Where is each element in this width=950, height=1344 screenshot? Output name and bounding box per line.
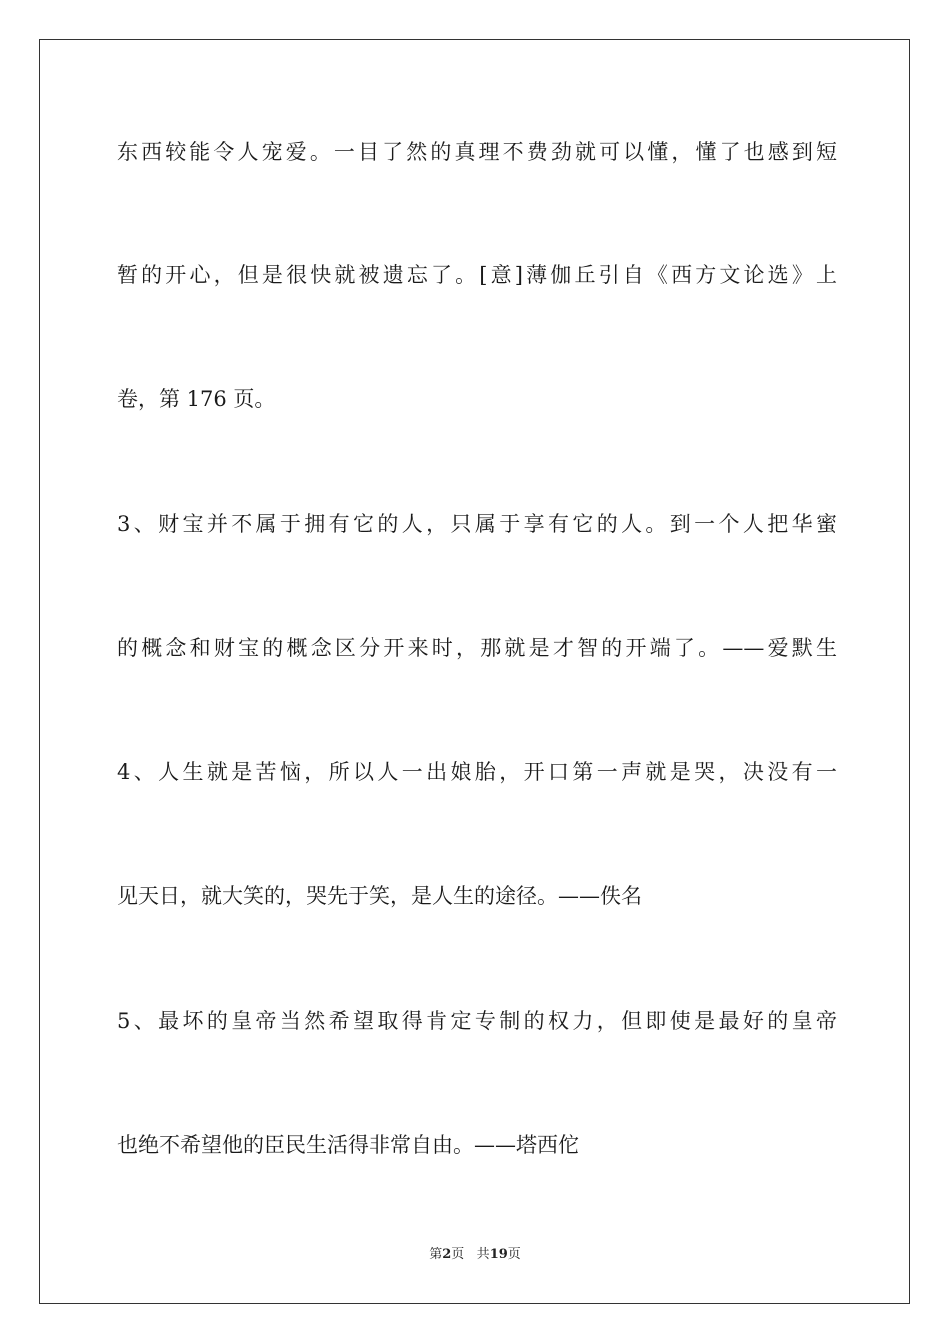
body-line-3: 卷，第 176 页。 <box>117 387 276 411</box>
body-line-6: 4、人生就是苦恼，所以人一出娘胎，开口第一声就是哭，决没有一 <box>117 760 837 784</box>
body-line-7: 见天日，就大笑的，哭先于笑，是人生的途径。——佚名 <box>117 884 642 908</box>
footer-total-pages: 19 <box>489 1247 508 1262</box>
body-line-4: 3、财宝并不属于拥有它的人，只属于享有它的人。到一个人把华蜜 <box>117 512 837 536</box>
body-line-5: 的概念和财宝的概念区分开来时，那就是才智的开端了。——爱默生 <box>117 636 837 660</box>
body-line-9: 也绝不希望他的臣民生活得非常自由。——塔西佗 <box>117 1133 579 1157</box>
footer-total-prefix: 共 <box>476 1247 490 1262</box>
body-line-1: 东西较能令人宠爱。一目了然的真理不费劲就可以懂，懂了也感到短 <box>117 140 837 164</box>
body-line-2: 暂的开心，但是很快就被遗忘了。[意]薄伽丘引自《西方文论选》上 <box>117 263 837 287</box>
page-border <box>39 39 910 1304</box>
footer-page-suffix: 页 <box>451 1247 465 1262</box>
footer-page-number: 2 <box>442 1247 452 1262</box>
footer-total-suffix: 页 <box>507 1247 521 1262</box>
body-line-8: 5、最坏的皇帝当然希望取得肯定专制的权力，但即使是最好的皇帝 <box>117 1009 837 1033</box>
footer-page-prefix: 第 <box>429 1247 443 1262</box>
page-footer <box>0 1246 950 1264</box>
